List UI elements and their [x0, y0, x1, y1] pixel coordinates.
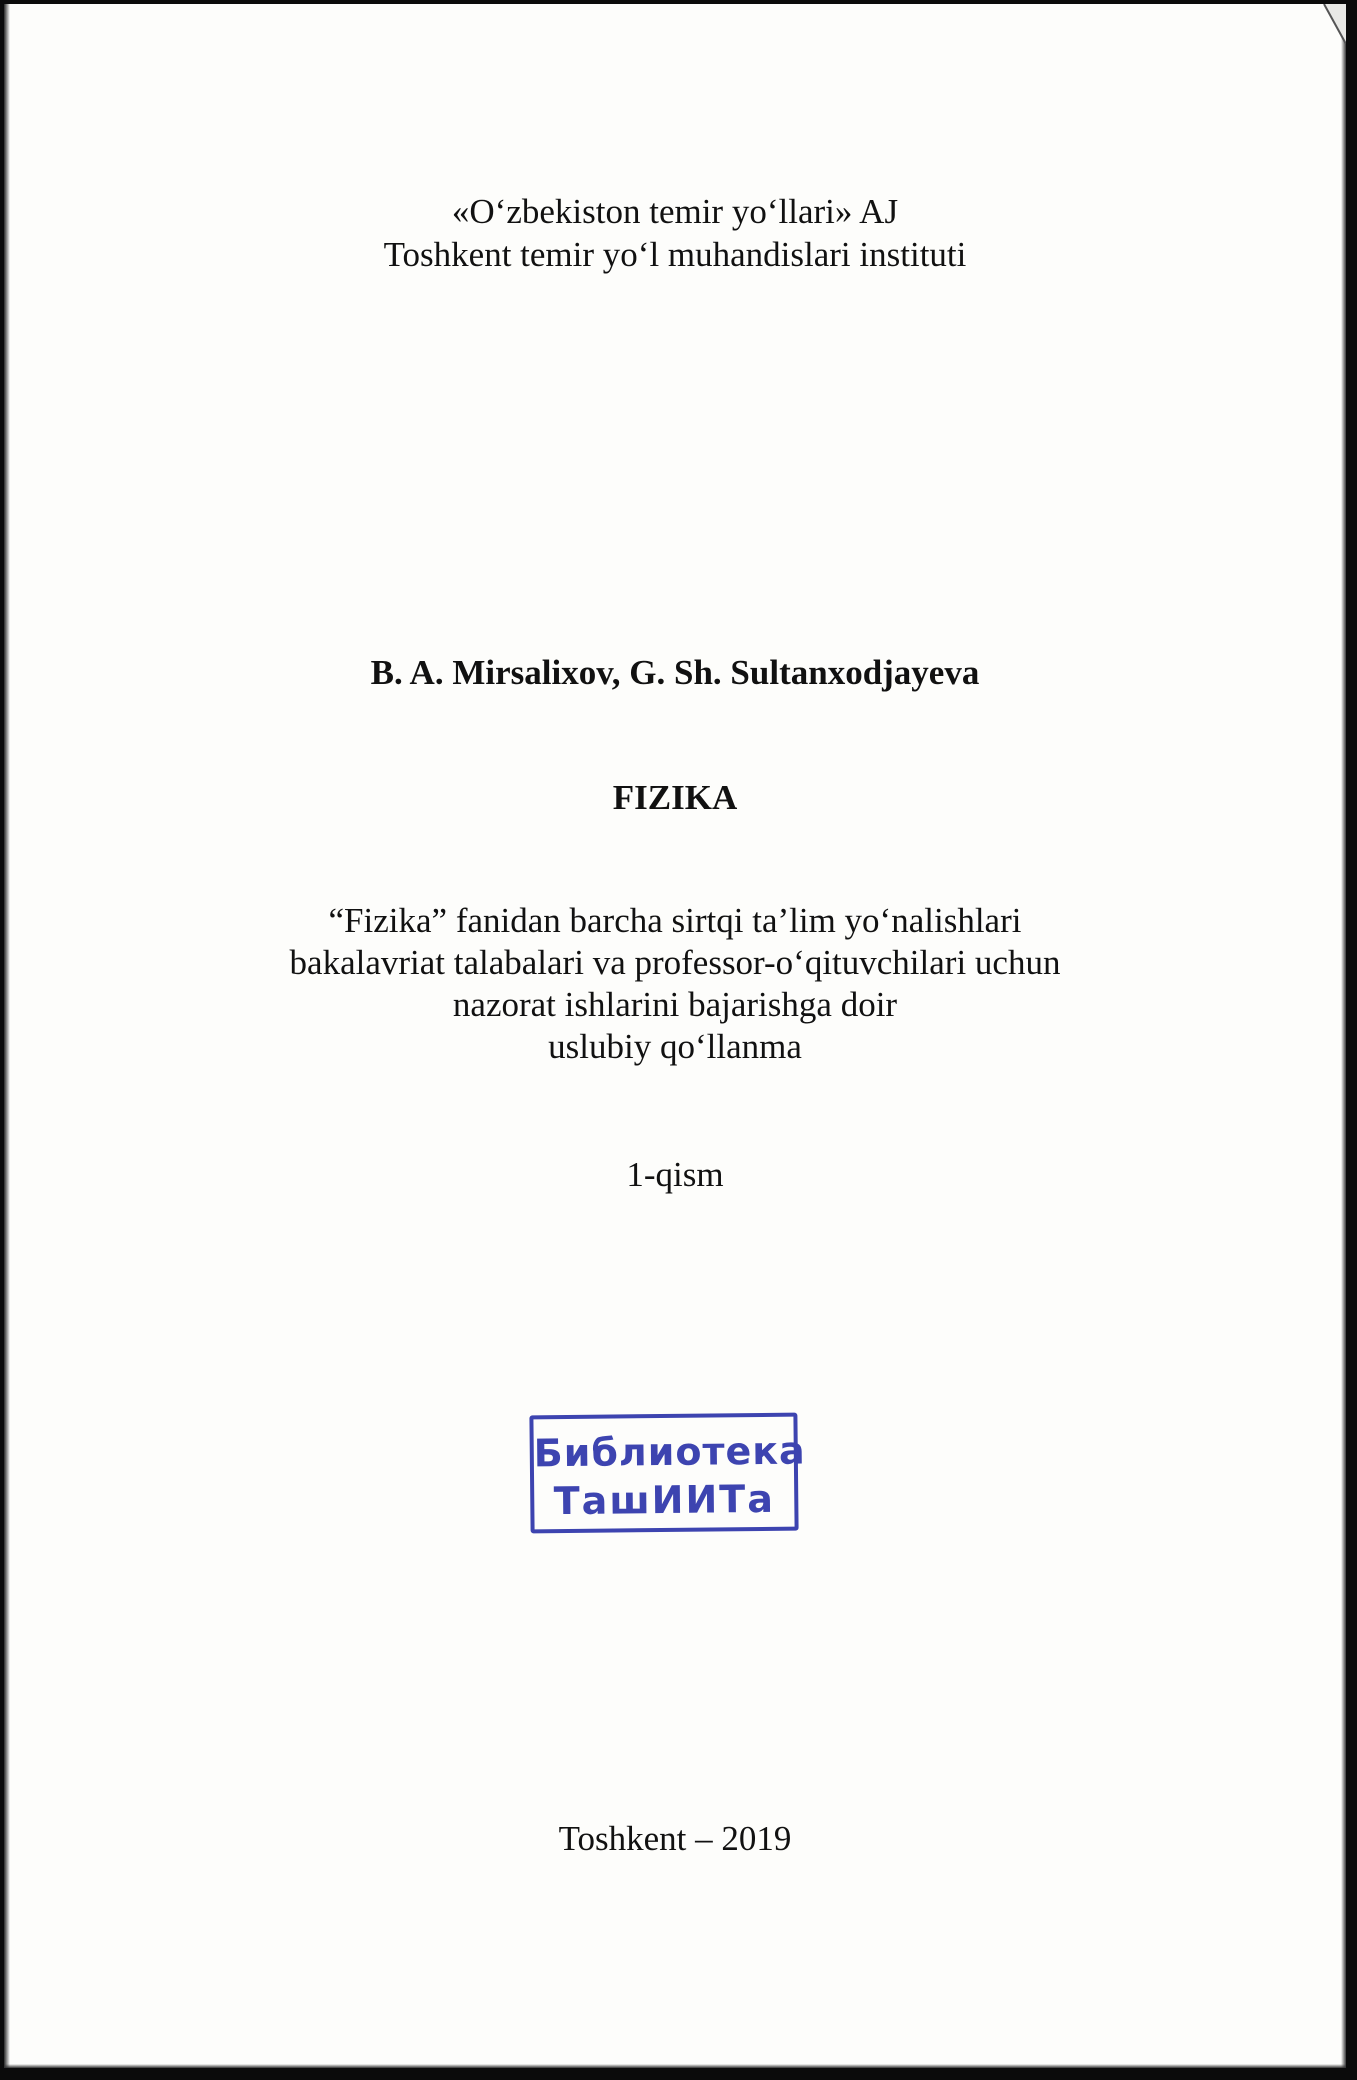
library-stamp [529, 1413, 806, 1534]
description-line-1: “Fizika” fanidan barcha sirtqi ta’lim yo‘nalishlari [328, 901, 1022, 940]
description-line-3: nazorat ishlarini bajarishga doir [452, 985, 898, 1024]
description-line-2: bakalavriat talabalari va professor-o‘qituvchilari uchun [289, 943, 1061, 982]
description-line-4: uslubiy qo‘llanma [548, 1027, 802, 1066]
authors: B. A. Mirsalixov, G. Sh. Sultanxodjayeva [370, 653, 980, 692]
place-and-year: Toshkent – 2019 [558, 1819, 792, 1858]
institute-name: Toshkent temir yo‘l muhandislari instituti [383, 235, 967, 274]
title-page [4, 4, 1346, 2068]
part-number: 1-qism [626, 1155, 724, 1194]
stamp-line-1: Библиотека [533, 1428, 806, 1476]
stamp-line-2: ТашИИТа [553, 1476, 776, 1524]
book-title: FIZIKA [612, 778, 738, 817]
corner-fold-mark [1306, 4, 1346, 64]
organization-name: «O‘zbekiston temir yo‘llari» AJ [451, 192, 899, 231]
scan-edge-bottom [4, 2064, 1346, 2068]
